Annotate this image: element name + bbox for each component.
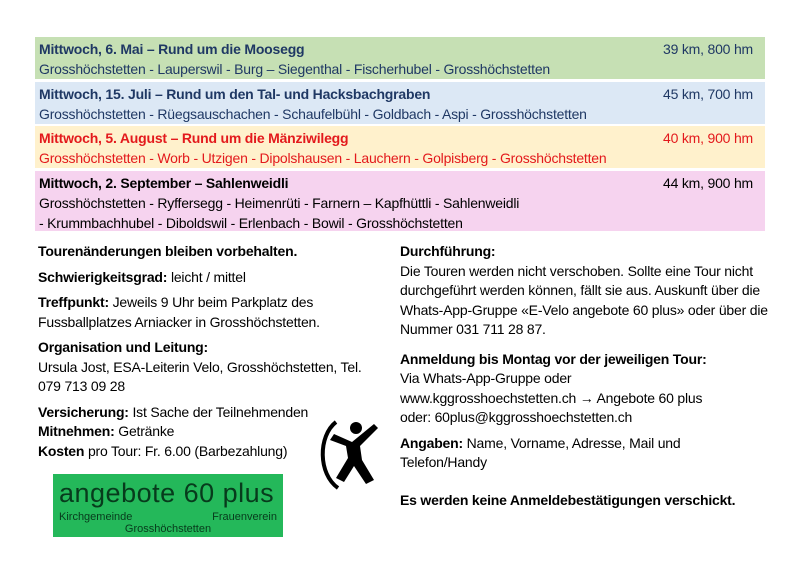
tour-row-may	[35, 37, 765, 79]
insurance: Ist Sache der Teilnehmenden	[128, 403, 309, 420]
exec-text: Die Touren werden nicht verschoben. Sollte eine Tour nicht durchgeführt werden können, fällt sie aus. Auskunft über die Whats-App-Gruppe «E-Velo angebote 60 plus» oder über die Nummer 031 711 28 87.	[400, 262, 768, 337]
meeting: Jeweils 9 Uhr beim Parkplatz des Fussballplatzes Arniacker in Grosshöchstetten.	[38, 294, 320, 330]
difficulty: leicht / mittel	[167, 268, 246, 285]
tour-row-july	[35, 82, 765, 124]
changes-note: Tourenänderungen bleiben vorbehalten.	[38, 243, 298, 259]
tour-distance: 45 km, 700 hm	[663, 86, 753, 102]
logo-bottom: Grosshöchstetten	[124, 523, 212, 535]
org-label: Organisation und Leitung:	[38, 339, 208, 355]
tour-row-september	[35, 171, 765, 231]
tour-distance: 40 km, 900 hm	[663, 130, 753, 146]
details-label: Angaben:	[400, 434, 463, 451]
registration-email[interactable]: oder: 60plus@kggrosshoechstetten.ch	[400, 409, 633, 425]
info-right	[400, 242, 770, 510]
exec-label: Durchführung:	[400, 243, 496, 259]
angebote-60-plus-logo	[53, 474, 283, 537]
logo-left: Kirchgemeinde	[59, 511, 133, 523]
tour-title: Mittwoch, 15. Juli – Rund um den Tal- und Hacksbachgraben	[39, 86, 431, 102]
logo-right: Frauenverein	[212, 511, 277, 523]
bring: Getränke	[114, 423, 175, 439]
tour-distance: 44 km, 900 hm	[663, 175, 753, 191]
logo-title: angebote 60 plus	[59, 478, 275, 508]
cost: pro Tour: Fr. 6.00 (Barbezahlung)	[84, 442, 288, 459]
difficulty-label: Schwierigkeitsgrad:	[38, 268, 168, 285]
tour-route: Grosshöchstetten - Lauperswil - Burg – Siegenthal - Fischerhubel - Grosshöchstetten	[39, 61, 550, 77]
tour-route: - Krummbachhubel - Diboldswil - Erlenbach - Bowil - Grosshöchstetten	[39, 215, 463, 231]
tour-row-august	[35, 126, 765, 168]
org: Ursula Jost, ESA-Leiterin Velo, Grosshöchstetten, Tel. 079 713 09 28	[38, 358, 362, 394]
cost-label: Kosten	[38, 442, 85, 459]
tour-distance: 39 km, 800 hm	[663, 41, 753, 57]
bring-label: Mitnehmen:	[38, 423, 115, 439]
details: Name, Vorname, Adresse, Mail und Telefon/Handy	[400, 434, 681, 470]
tour-title: Mittwoch, 6. Mai – Rund um die Moosegg	[39, 41, 305, 57]
tour-route: Grosshöchstetten - Worb - Utzigen - Dipolshausen - Lauchern - Golpisberg - Grosshöchstetten	[39, 150, 607, 166]
person-logo-icon	[316, 414, 386, 492]
tour-route: Grosshöchstetten - Rüegsauschachen - Schaufelbühl - Goldbach - Aspi - Grosshöchstetten	[39, 106, 587, 122]
tour-route: Grosshöchstetten - Ryffersegg - Heimenrüti - Farnern – Kapfhüttli - Sahlenweidli	[39, 195, 520, 211]
registration-link[interactable]: www.kggrosshoechstetten.ch → Angebote 60 plus	[400, 389, 703, 406]
insurance-label: Versicherung:	[38, 403, 129, 420]
meeting-label: Treffpunkt:	[38, 294, 109, 310]
tour-title: Mittwoch, 2. September – Sahlenweidli	[39, 175, 289, 191]
registration-label: Anmeldung bis Montag vor der jeweiligen Tour:	[400, 350, 707, 367]
registration-line: Via Whats-App-Gruppe oder	[400, 370, 572, 386]
tour-title: Mittwoch, 5. August – Rund um die Mänziwilegg	[39, 130, 349, 146]
no-confirmation-note: Es werden keine Anmeldebestätigungen verschickt.	[400, 491, 736, 508]
